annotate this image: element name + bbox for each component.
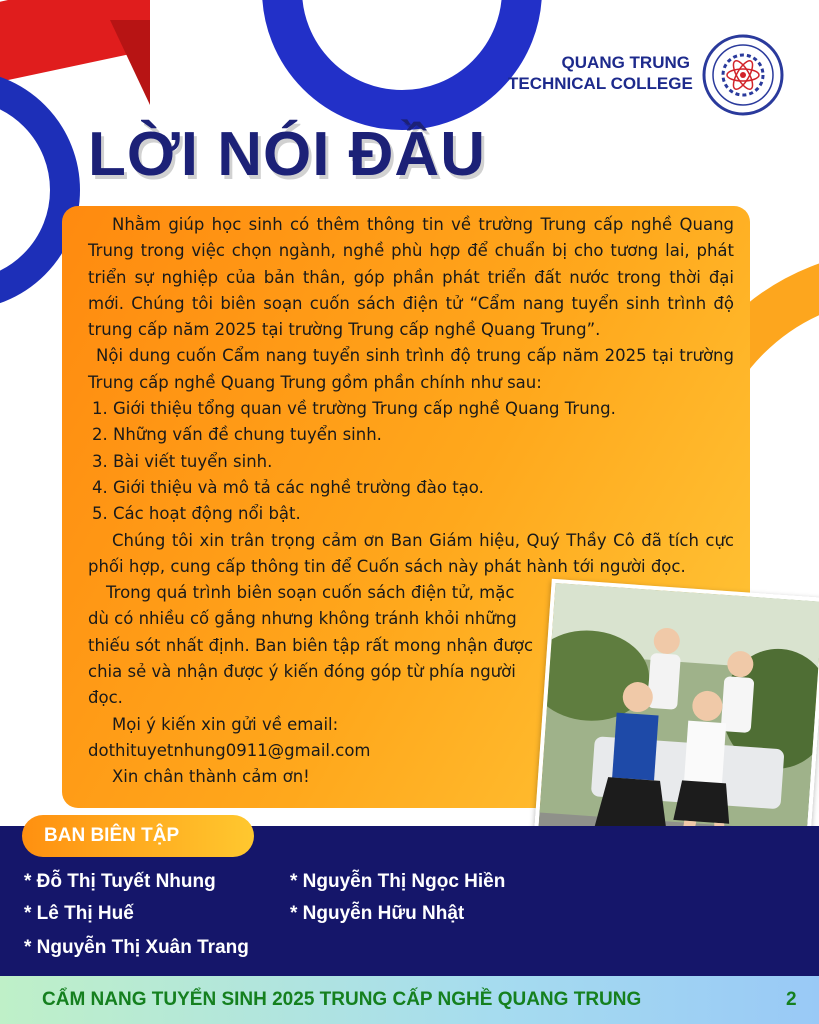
page-number: 2 bbox=[786, 989, 797, 1010]
foreword-paragraph-4: Trong quá trình biên soạn cuốn sách điện tử, mặc dù có nhiều cố gắng nhưng không tránh khỏi những thiếu sót nhất định. Ban biên tập rất mong nhận được chia sẻ và nhận được ý kiến đóng góp từ phía người đọc. bbox=[88, 583, 534, 708]
contents-list-item: 2. Những vấn đề chung tuyển sinh. bbox=[92, 425, 382, 445]
editor-name: * Lê Thị Huế bbox=[24, 903, 134, 924]
contents-list-item: 1. Giới thiệu tổng quan về trường Trung cấp nghề Quang Trung. bbox=[92, 399, 616, 419]
red-ribbon-tail-decoration bbox=[110, 20, 150, 105]
contact-email: dothituyetnhung0911@gmail.com bbox=[88, 740, 371, 760]
foreword-paragraph-5: Mọi ý kiến xin gửi về email: bbox=[112, 714, 339, 734]
foreword-thanks: Xin chân thành cảm ơn! bbox=[112, 767, 310, 787]
editor-name: * Nguyễn Thị Ngọc Hiền bbox=[290, 871, 506, 892]
editor-name: * Đỗ Thị Tuyết Nhung bbox=[24, 871, 216, 892]
contents-list-item: 4. Giới thiệu và mô tả các nghề trường đào tạo. bbox=[92, 477, 484, 497]
foreword-paragraph-2: Nội dung cuốn Cẩm nang tuyển sinh trình độ trung cấp năm 2025 tại trường Trung cấp nghề Quang Trung gồm phần chính như sau: bbox=[88, 346, 734, 392]
editor-name: * Nguyễn Hữu Nhật bbox=[290, 903, 465, 924]
page-title: LỜI NÓI ĐẦU bbox=[88, 120, 486, 189]
contents-list bbox=[88, 396, 734, 527]
college-seal-logo bbox=[702, 34, 784, 116]
college-name-line2: TECHNICAL COLLEGE bbox=[508, 74, 693, 93]
footer-title: CẨM NANG TUYỂN SINH 2025 TRUNG CẤP NGHỀ QUANG TRUNG bbox=[42, 989, 642, 1010]
editor-name: * Nguyễn Thị Xuân Trang bbox=[24, 937, 249, 958]
contents-list-item: 3. Bài viết tuyển sinh. bbox=[92, 451, 273, 471]
blue-ring-decoration bbox=[262, 0, 542, 130]
foreword-paragraph-3: Chúng tôi xin trân trọng cảm ơn Ban Giám hiệu, Quý Thầy Cô đã tích cực phối hợp, cung cấp thông tin để Cuốn sách này phát hành tới người đọc. bbox=[88, 530, 734, 576]
college-name-line1: QUANG TRUNG bbox=[561, 53, 690, 72]
contents-list-item: 5. Các hoạt động nổi bật. bbox=[92, 504, 301, 524]
page-footer bbox=[0, 976, 819, 1024]
foreword-paragraph-1: Nhằm giúp học sinh có thêm thông tin về trường Trung cấp nghề Quang Trung trong việc chọn ngành, nghề phù hợp để chuẩn bị cho tương lai, phát triển sự nghiệp của bản thân, góp phần phát triển đất nước trong thời đại mới. Chúng tôi biên soạn cuốn sách điện tử “Cẩm nang tuyển sinh trình độ trung cấp năm 2025 tại trường Trung cấp nghề Quang Trung”. bbox=[88, 215, 734, 340]
college-name bbox=[508, 52, 693, 94]
editorial-board-heading: BAN BIÊN TẬP bbox=[22, 815, 254, 857]
foreword-closing bbox=[88, 580, 534, 790]
